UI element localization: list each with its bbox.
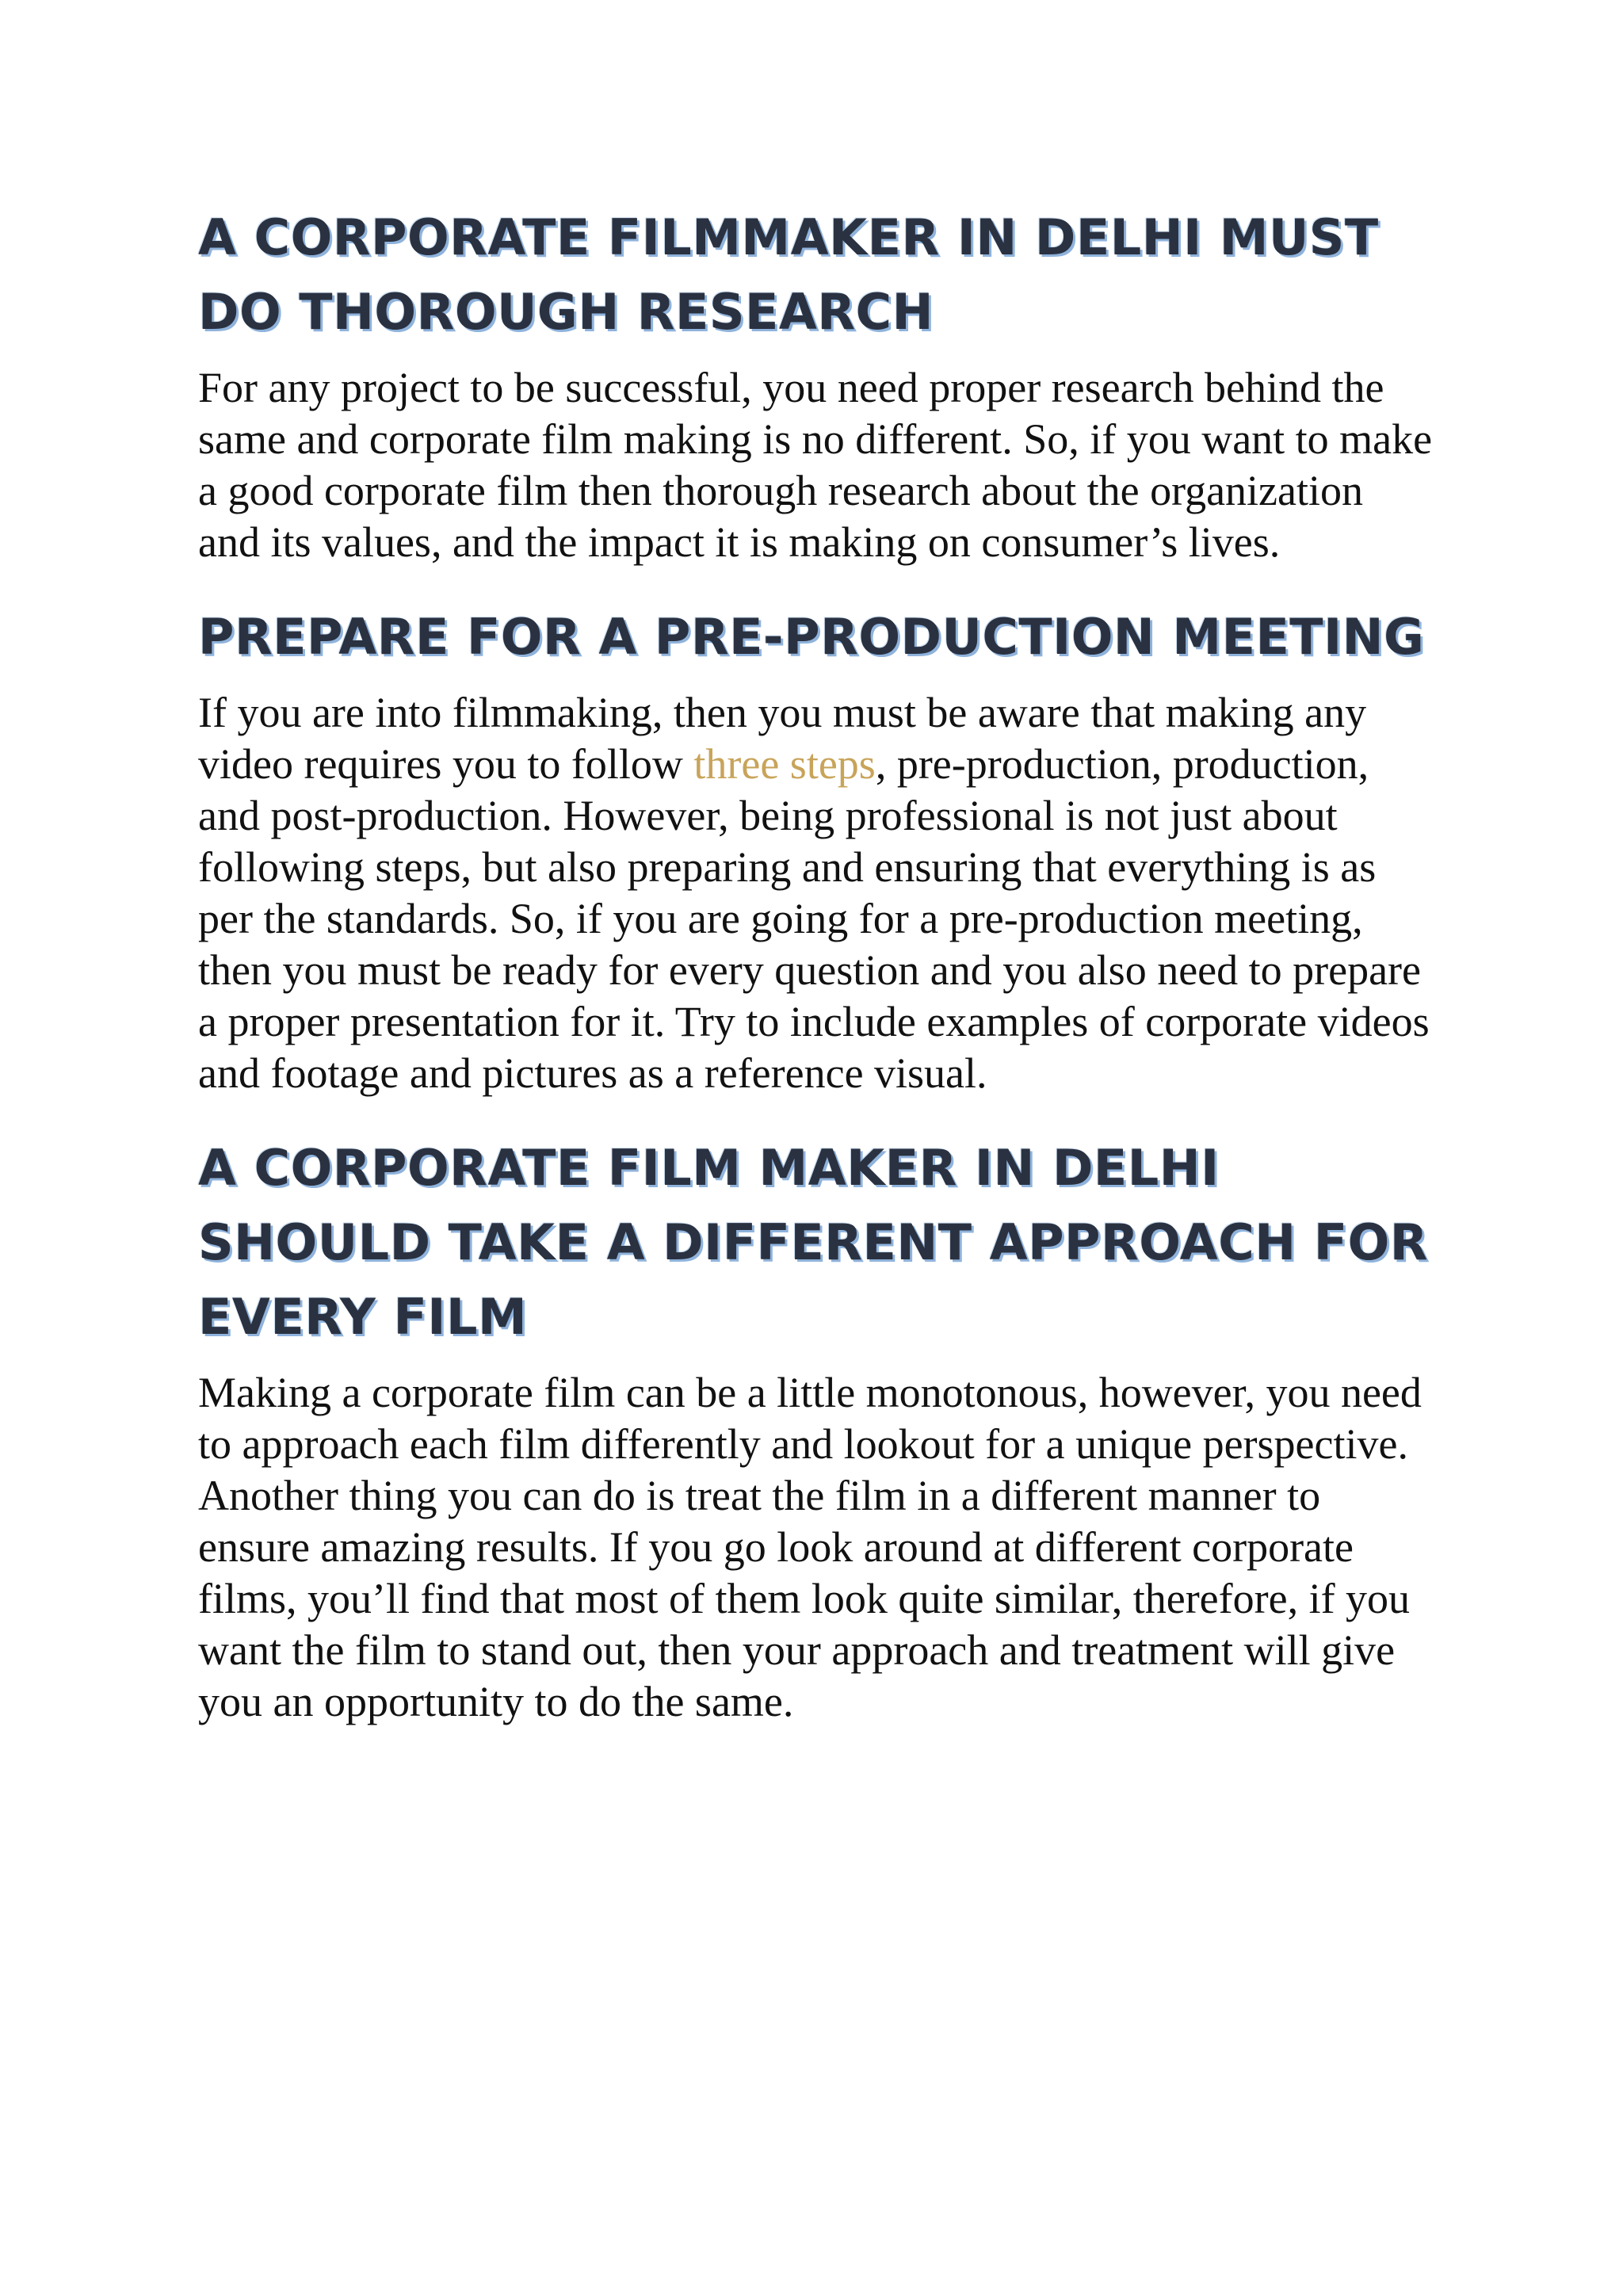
section-body-preproduction — [198, 687, 1434, 1099]
section-heading-research: A CORPORATE FILMMAKER IN DELHI MUST DO THOROUGH RESEARCH — [198, 208, 1379, 341]
document-content — [198, 201, 1434, 1728]
three-steps-link[interactable]: three steps — [693, 740, 876, 788]
section-heading-approach: A CORPORATE FILM MAKER IN DELHI SHOULD TAKE A DIFFERENT APPROACH FOR EVERY FILM — [198, 1139, 1429, 1346]
section-body-approach: Making a corporate film can be a little monotonous, however, you need to approach each film differently and lookout for a unique perspective. Another thing you can do is treat the film in a different manner to ensure amazing results. If you go look around at different corporate films, you’ll find that most of them look quite similar, therefore, if you want the film to stand out, then your approach and treatment will give you an opportunity to do the same. — [198, 1369, 1422, 1725]
section-body-research: For any project to be successful, you need proper research behind the same and corporate film making is no different. So, if you want to make a good corporate film then thorough research about the organization and its values, and the impact it is making on consumer’s lives. — [198, 364, 1433, 566]
body-text-before-link: If you are into filmmaking, then you must be aware that making any video requires you to follow — [198, 689, 1367, 788]
body-text-after-link: , pre-production, production, and post-production. However, being professional is not just about following steps, but also preparing and ensuring that everything is as per the standards. So, if you are going for a pre-production meeting, then you must be ready for every question and you also need to prepare a proper presentation for it. Try to include examples of corporate videos and footage and pictures as a reference visual. — [198, 740, 1430, 1097]
section-heading-preproduction: PREPARE FOR A PRE-PRODUCTION MEETING — [198, 608, 1425, 666]
